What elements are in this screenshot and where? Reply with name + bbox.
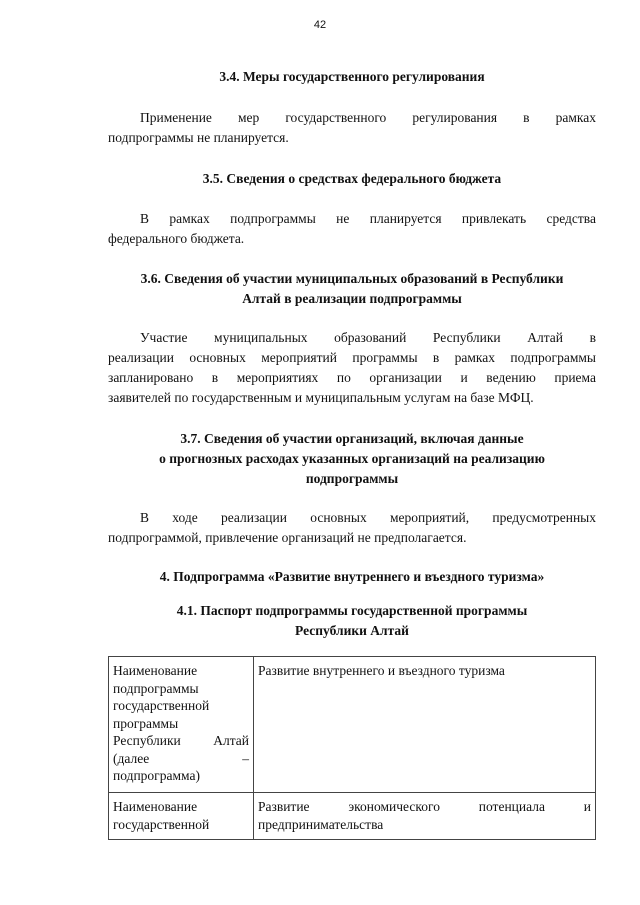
- cell-line: государственной: [113, 698, 210, 713]
- paragraph-line: В рамках подпрограммы не планируется привлекать средства: [140, 211, 596, 226]
- section-3-6-paragraph: [108, 328, 596, 408]
- cell-label-text: [113, 662, 249, 785]
- paragraph-line: Участие муниципальных образований Республики Алтай в: [140, 330, 596, 345]
- heading-line: 3.7. Сведения об участии организаций, включая данные: [180, 431, 524, 446]
- paragraph-line: заявителей по государственным и муниципальным услугам на базе МФЦ.: [108, 390, 534, 405]
- heading-line: о прогнозных расходах указанных организаций на реализацию: [159, 451, 545, 466]
- paragraph-line: подпрограммой, привлечение организаций не предполагается.: [108, 530, 467, 545]
- section-3-4-heading: 3.4. Меры государственного регулирования: [219, 69, 485, 84]
- paragraph-line: подпрограммы не планируется.: [108, 130, 289, 145]
- section-3-7-paragraph: [108, 508, 596, 548]
- section-3-5-heading: 3.5. Сведения о средствах федерального бюджета: [202, 171, 502, 186]
- section-3-5-paragraph: [108, 209, 596, 249]
- paragraph-line: В ходе реализации основных мероприятий, предусмотренных: [140, 510, 596, 525]
- heading-line: 3.6. Сведения об участии муниципальных образований в Республики: [140, 271, 564, 286]
- heading-line: подпрограммы: [305, 471, 399, 486]
- section-3-7-heading: [108, 429, 596, 489]
- cell-line: Наименование: [113, 663, 198, 678]
- paragraph-line: реализации основных мероприятий программы в рамках подпрограммы: [108, 350, 596, 365]
- cell-line: предпринимательства: [258, 816, 384, 832]
- table-cell-label: [109, 657, 254, 793]
- section-3-4-paragraph: [108, 108, 596, 148]
- table-row: [109, 657, 596, 793]
- passport-table: [108, 656, 596, 840]
- cell-line: Наименование: [113, 799, 198, 814]
- table-cell-value: [254, 793, 596, 840]
- section-4-1-heading: [108, 601, 596, 641]
- cell-line: подпрограмма): [113, 768, 200, 783]
- paragraph-line: запланировано в мероприятиях по организации и ведению приема: [108, 370, 596, 385]
- table-cell-value: Развитие внутреннего и въездного туризма: [254, 657, 596, 793]
- cell-line: Республики Алтай: [113, 733, 249, 748]
- table-cell-label: [109, 793, 254, 840]
- heading-line: 4.1. Паспорт подпрограммы государственной программы: [176, 603, 528, 618]
- cell-line: подпрограммы: [113, 680, 199, 696]
- section-3-6-heading: [108, 269, 596, 309]
- cell-line: программы: [113, 715, 179, 731]
- section-4-heading: 4. Подпрограмма «Развитие внутреннего и въездного туризма»: [159, 569, 545, 584]
- cell-line: (далее –: [113, 750, 249, 766]
- heading-line: Республики Алтай: [295, 623, 409, 638]
- heading-line: Алтай в реализации подпрограммы: [242, 291, 462, 306]
- cell-line: Развитие экономического потенциала и: [258, 799, 591, 814]
- cell-line: государственной: [113, 816, 210, 832]
- table-row: [109, 793, 596, 840]
- paragraph-line: федерального бюджета.: [108, 231, 245, 246]
- paragraph-line: Применение мер государственного регулирования в рамках: [140, 110, 596, 125]
- page-number: 42: [313, 19, 327, 31]
